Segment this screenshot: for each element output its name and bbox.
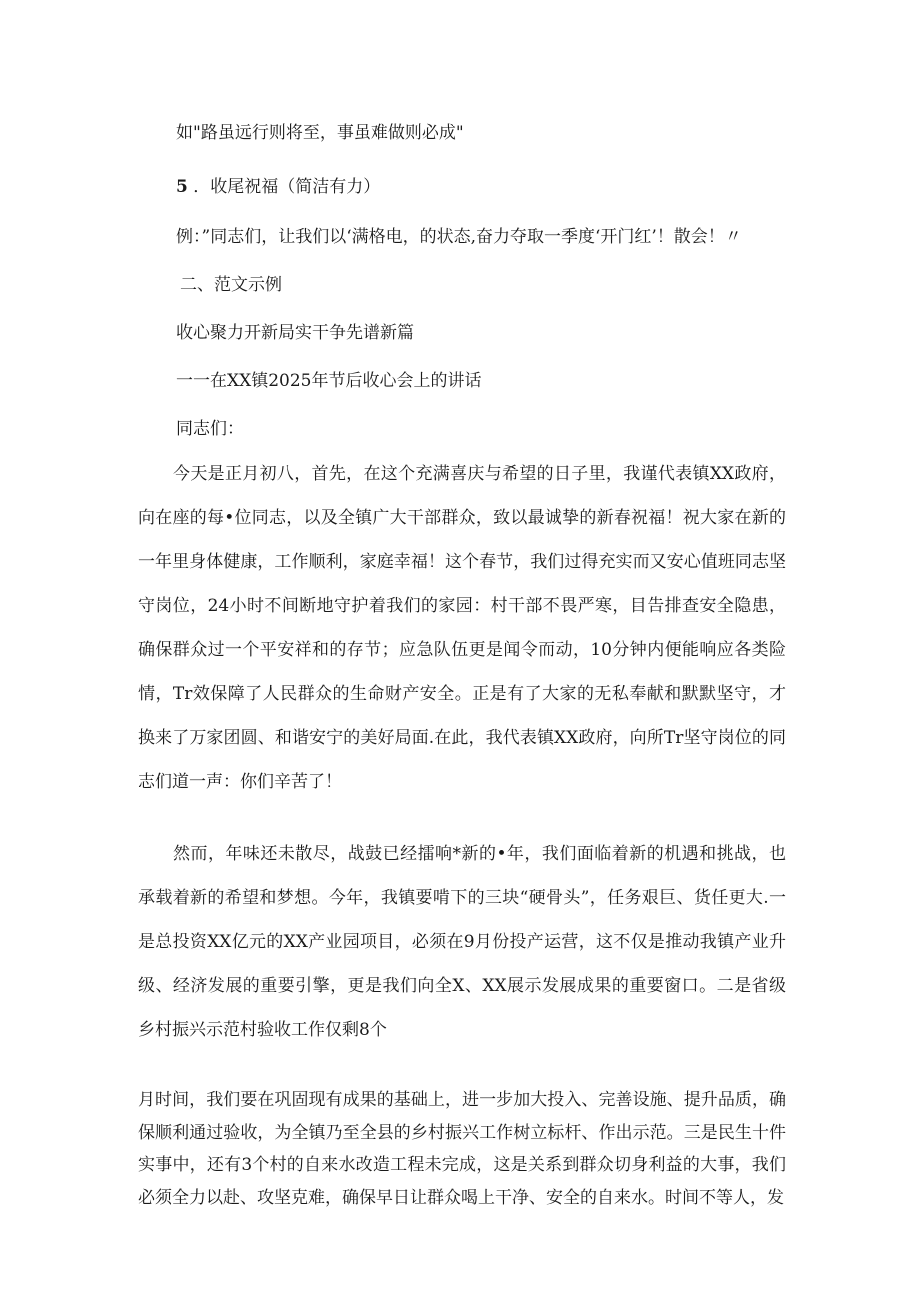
item-5-heading: [176, 172, 380, 197]
item-5-text: ．收尾祝福（简洁有力）: [193, 177, 381, 197]
quote-line: 如"路虽远行则将至，事虽难做则必成": [176, 123, 464, 143]
salutation: 同志们：: [176, 419, 244, 439]
article-subtitle: 一一在XX镇2025年节后收心会上的讲话: [176, 371, 482, 391]
paragraph-3: 月时间，我们要在巩固现有成果的基础上，进一步加大投入、完善设施、提升品质，确保顺利通过验收，为全镇乃至全县的乡村振兴工作树立标杆、作出示范。三是民生十件实事中，还有3个村的自来水改造工程未完成，这是关系到群众切身利益的大事，我们必须全力以赴、攻坚克难，确保早日让群众喝上干净、安全的自来水。时间不等人，发: [138, 1090, 786, 1208]
paragraph-1: 今天是正月初八，首先，在这个充满喜庆与希望的日子里，我谨代表镇XX政府，向在座的每•位同志，以及全镇广大干部群众，致以最诚挚的新春祝福！祝大家在新的一年里身体健康，工作顺利，家庭幸福！这个春节，我们过得充实而又安心值班同志坚守岗位，24小时不间断地守护着我们的家园：村干部不畏严寒，目告排查安全隐患，确保群众过一个平安祥和的存节；应急队伍更是闻令而动，10分钟内便能响应各类险情，Tr效保障了人民群众的生命财产安全。正是有了大家的无私奉献和默默坚守，才换来了万家团圆、和谐安宁的美好局面.在此，我代表镇XX政府，向所Tr坚守岗位的同志们道一声：你们辛苦了！: [138, 464, 786, 792]
article-title: 收心聚力开新局实干争先谱新篇: [176, 323, 414, 343]
section-heading: 二、范文示例: [180, 275, 282, 295]
paragraph-2: 然而，年味还未散尽，战鼓已经擂响*新的•年，我们面临着新的机遇和挑战，也承载着新的希望和梦想。今年，我镇要啃下的三块“硬骨头”，任务艰巨、货任更大.一是总投资XX亿元的XX产业园项目，必须在9月份投产运营，这不仅是推动我镇产业升级、经济发展的重要引擎，更是我们向全X、XX展示发展成果的重要窗口。二是省级乡村振兴示范村验收工作仅剩8个: [138, 844, 786, 1040]
example-line: 例：”同志们，让我们以‘满格电，的状态,奋力夺取一季度‘开门红’！散会！〃: [176, 227, 742, 247]
item-5-number: 5: [176, 177, 188, 197]
